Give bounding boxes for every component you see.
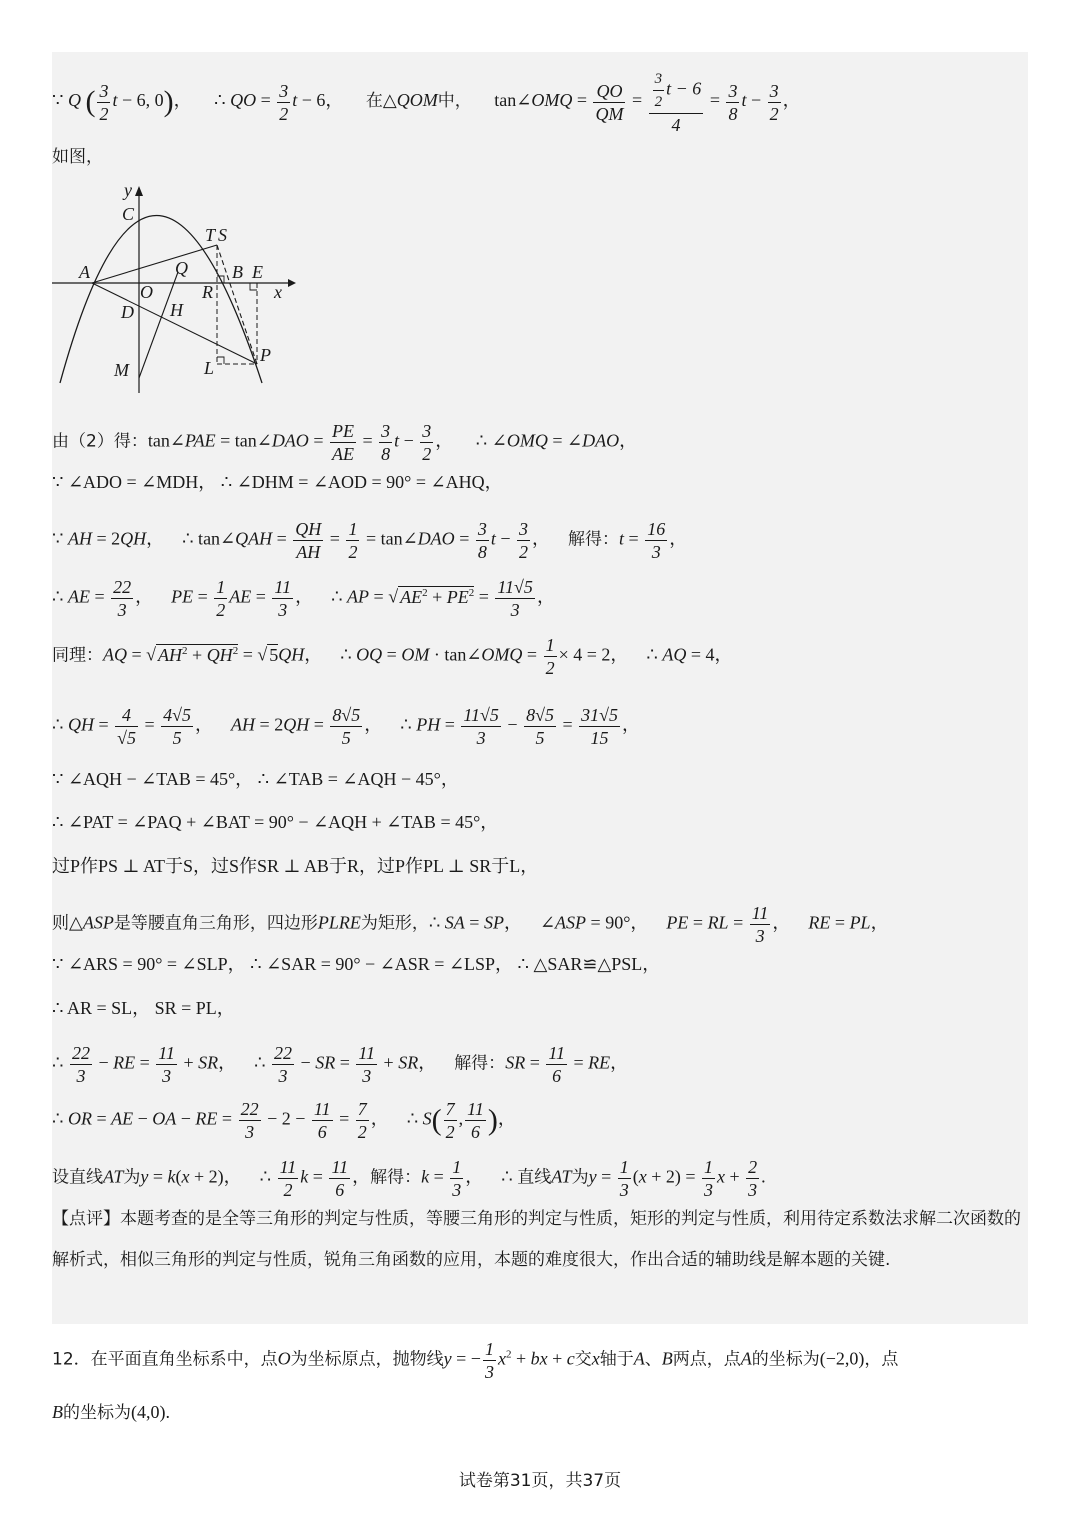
line-5: ∵ AH = 2QH， ∴ tan∠QAH = $\frac{QH}{AH}$ = $\frac{1}{2}$ = tan∠DAO = $\frac{3}{8}$ t − $\frac{3}{2}$ ， 解得：t = $\frac{16}{3}$ ， <box>52 519 688 562</box>
label-E: E <box>252 262 263 282</box>
line-9: ∵ ∠AQH − ∠TAB = 45°， ∴ ∠TAB = ∠AQH − 45°， <box>52 769 459 789</box>
line-11: 过P作PS ⊥ AT于S，过S作SR ⊥ AB于R，过P作PL ⊥ SR于L， <box>52 856 539 876</box>
label-O: O <box>140 282 153 302</box>
label-y: y <box>124 180 132 200</box>
line-12: 则△ASP是等腰直角三角形，四边形PLRE为矩形，∴ SA = SP， ∠ASP = 90°， PE = RL = $\frac{11}{3}$ ， RE = PL， <box>52 903 889 946</box>
question-12-line-2: B的坐标为(4,0). <box>52 1402 170 1423</box>
parabola-figure <box>52 178 302 400</box>
line-10: ∴ ∠PAT = ∠PAQ + ∠BAT = 90° − ∠AQH + ∠TAB = 45°， <box>52 812 499 832</box>
line-2: 如图， <box>52 147 103 167</box>
page-footer: 试卷第31页，共37页 <box>458 1471 622 1491</box>
parabola-curve <box>60 216 262 384</box>
label-S: S <box>218 225 227 245</box>
x-axis-arrow <box>288 279 296 287</box>
label-R: R <box>202 282 213 302</box>
label-C: C <box>122 204 135 224</box>
label-T: T <box>205 225 216 245</box>
label-M: M <box>114 360 129 380</box>
line-8: ∴ QH = $\frac{4}{√5}$ = $\frac{4√5}{5}$ ， AH = 2QH = $\frac{8√5}{5}$ ， ∴ PH = $\frac{11√5}{3}$ − $\frac{8√5}{5}$ = $\frac{31√5}{15}$ ， <box>52 705 640 748</box>
label-P: P <box>260 345 271 365</box>
line-AP <box>92 283 257 364</box>
label-H: H <box>170 300 183 320</box>
label-Q: Q <box>175 258 188 278</box>
y-axis-arrow <box>135 186 143 196</box>
line-16: ∴ OR = AE − OA − RE = $\frac{22}{3}$ − 2 − $\frac{11}{6}$ = $\frac{7}{2}$ ， ∴ S( $\frac{7}{2}$ , $\frac{11}{6}$ )， <box>52 1099 516 1142</box>
label-L: L <box>204 358 215 378</box>
line-13: ∵ ∠ARS = 90° = ∠SLP， ∴ ∠SAR = 90° − ∠ASR = ∠LSP， ∴ △SAR≌△PSL， <box>52 954 661 974</box>
line-1: ∵ Q ( $\frac{3}{2}$ t − 6, 0)， ∴ QO = $\frac{3}{2}$ t − 6， 在△QOM中， tan∠OMQ = $\frac{QO}{QM}$ = $\frac{3}{2}$ t − 6 4 = $\frac{3}{8}$ t − $\frac{3}{2}$ ， <box>52 68 801 136</box>
right-angle-L <box>217 357 224 364</box>
line-14: ∴ AR = SL， SR = PL， <box>52 998 235 1018</box>
label-D: D <box>121 302 134 322</box>
line-4: ∵ ∠ADO = ∠MDH， ∴ ∠DHM = ∠AOD = 90° = ∠AHQ， <box>52 472 503 492</box>
review-comment: 【点评】本题考查的是全等三角形的判定与性质，等腰三角形的判定与性质，矩形的判定与性质，利用待定系数法求解二次函数的解析式，相似三角形的判定与性质，锐角三角函数的应用，本题的难度很大，作出合适的辅助线是解本题的关键. <box>52 1209 1021 1270</box>
label-B: B <box>232 262 243 282</box>
label-A: A <box>79 262 90 282</box>
line-3: 由（2）得：tan∠PAE = tan∠DAO = $\frac{PE}{AE}$ = $\frac{3}{8}$ t − $\frac{3}{2}$ ， ∴ ∠OMQ = ∠DAO， <box>52 421 638 464</box>
label-x: x <box>274 282 282 302</box>
line-6: ∴ AE = $\frac{22}{3}$ ， PE = $\frac{1}{2}$ AE = $\frac{11}{3}$ ， ∴ AP = √ $AE^2 + PE^2$ = $\frac{11√5}{3}$ ， <box>52 577 555 620</box>
right-angle-E <box>250 283 257 290</box>
line-15: ∴ $\frac{22}{3}$ − RE = $\frac{11}{3}$ + SR， ∴ $\frac{22}{3}$ − SR = $\frac{11}{3}$ + SR， 解得：SR = $\frac{11}{6}$ = RE， <box>52 1043 629 1086</box>
line-7: 同理：AQ = √ $AH^2 + QH^2$ = √ 5QH， ∴ OQ = OM · tan∠OMQ = $\frac{1}{2}$ × 4 = 2， ∴ AQ = 4， <box>52 635 733 678</box>
question-12-line-1: 12．在平面直角坐标系中，点O为坐标原点，抛物线y = − $\frac{1}{3}$ $x^2$ + bx + c交x轴于A、B两点，点A的坐标为(−2,0)，点 <box>52 1339 899 1382</box>
line-17: 设直线AT为y = k(x + 2)， ∴ $\frac{11}{2}$ k = $\frac{11}{6}$ ，解得：k = $\frac{1}{3}$ ， ∴ 直线AT为y = $\frac{1}{3}$ (x + 2) = $\frac{1}{3}$ x + $\frac{2}{3}$ . <box>52 1157 766 1200</box>
